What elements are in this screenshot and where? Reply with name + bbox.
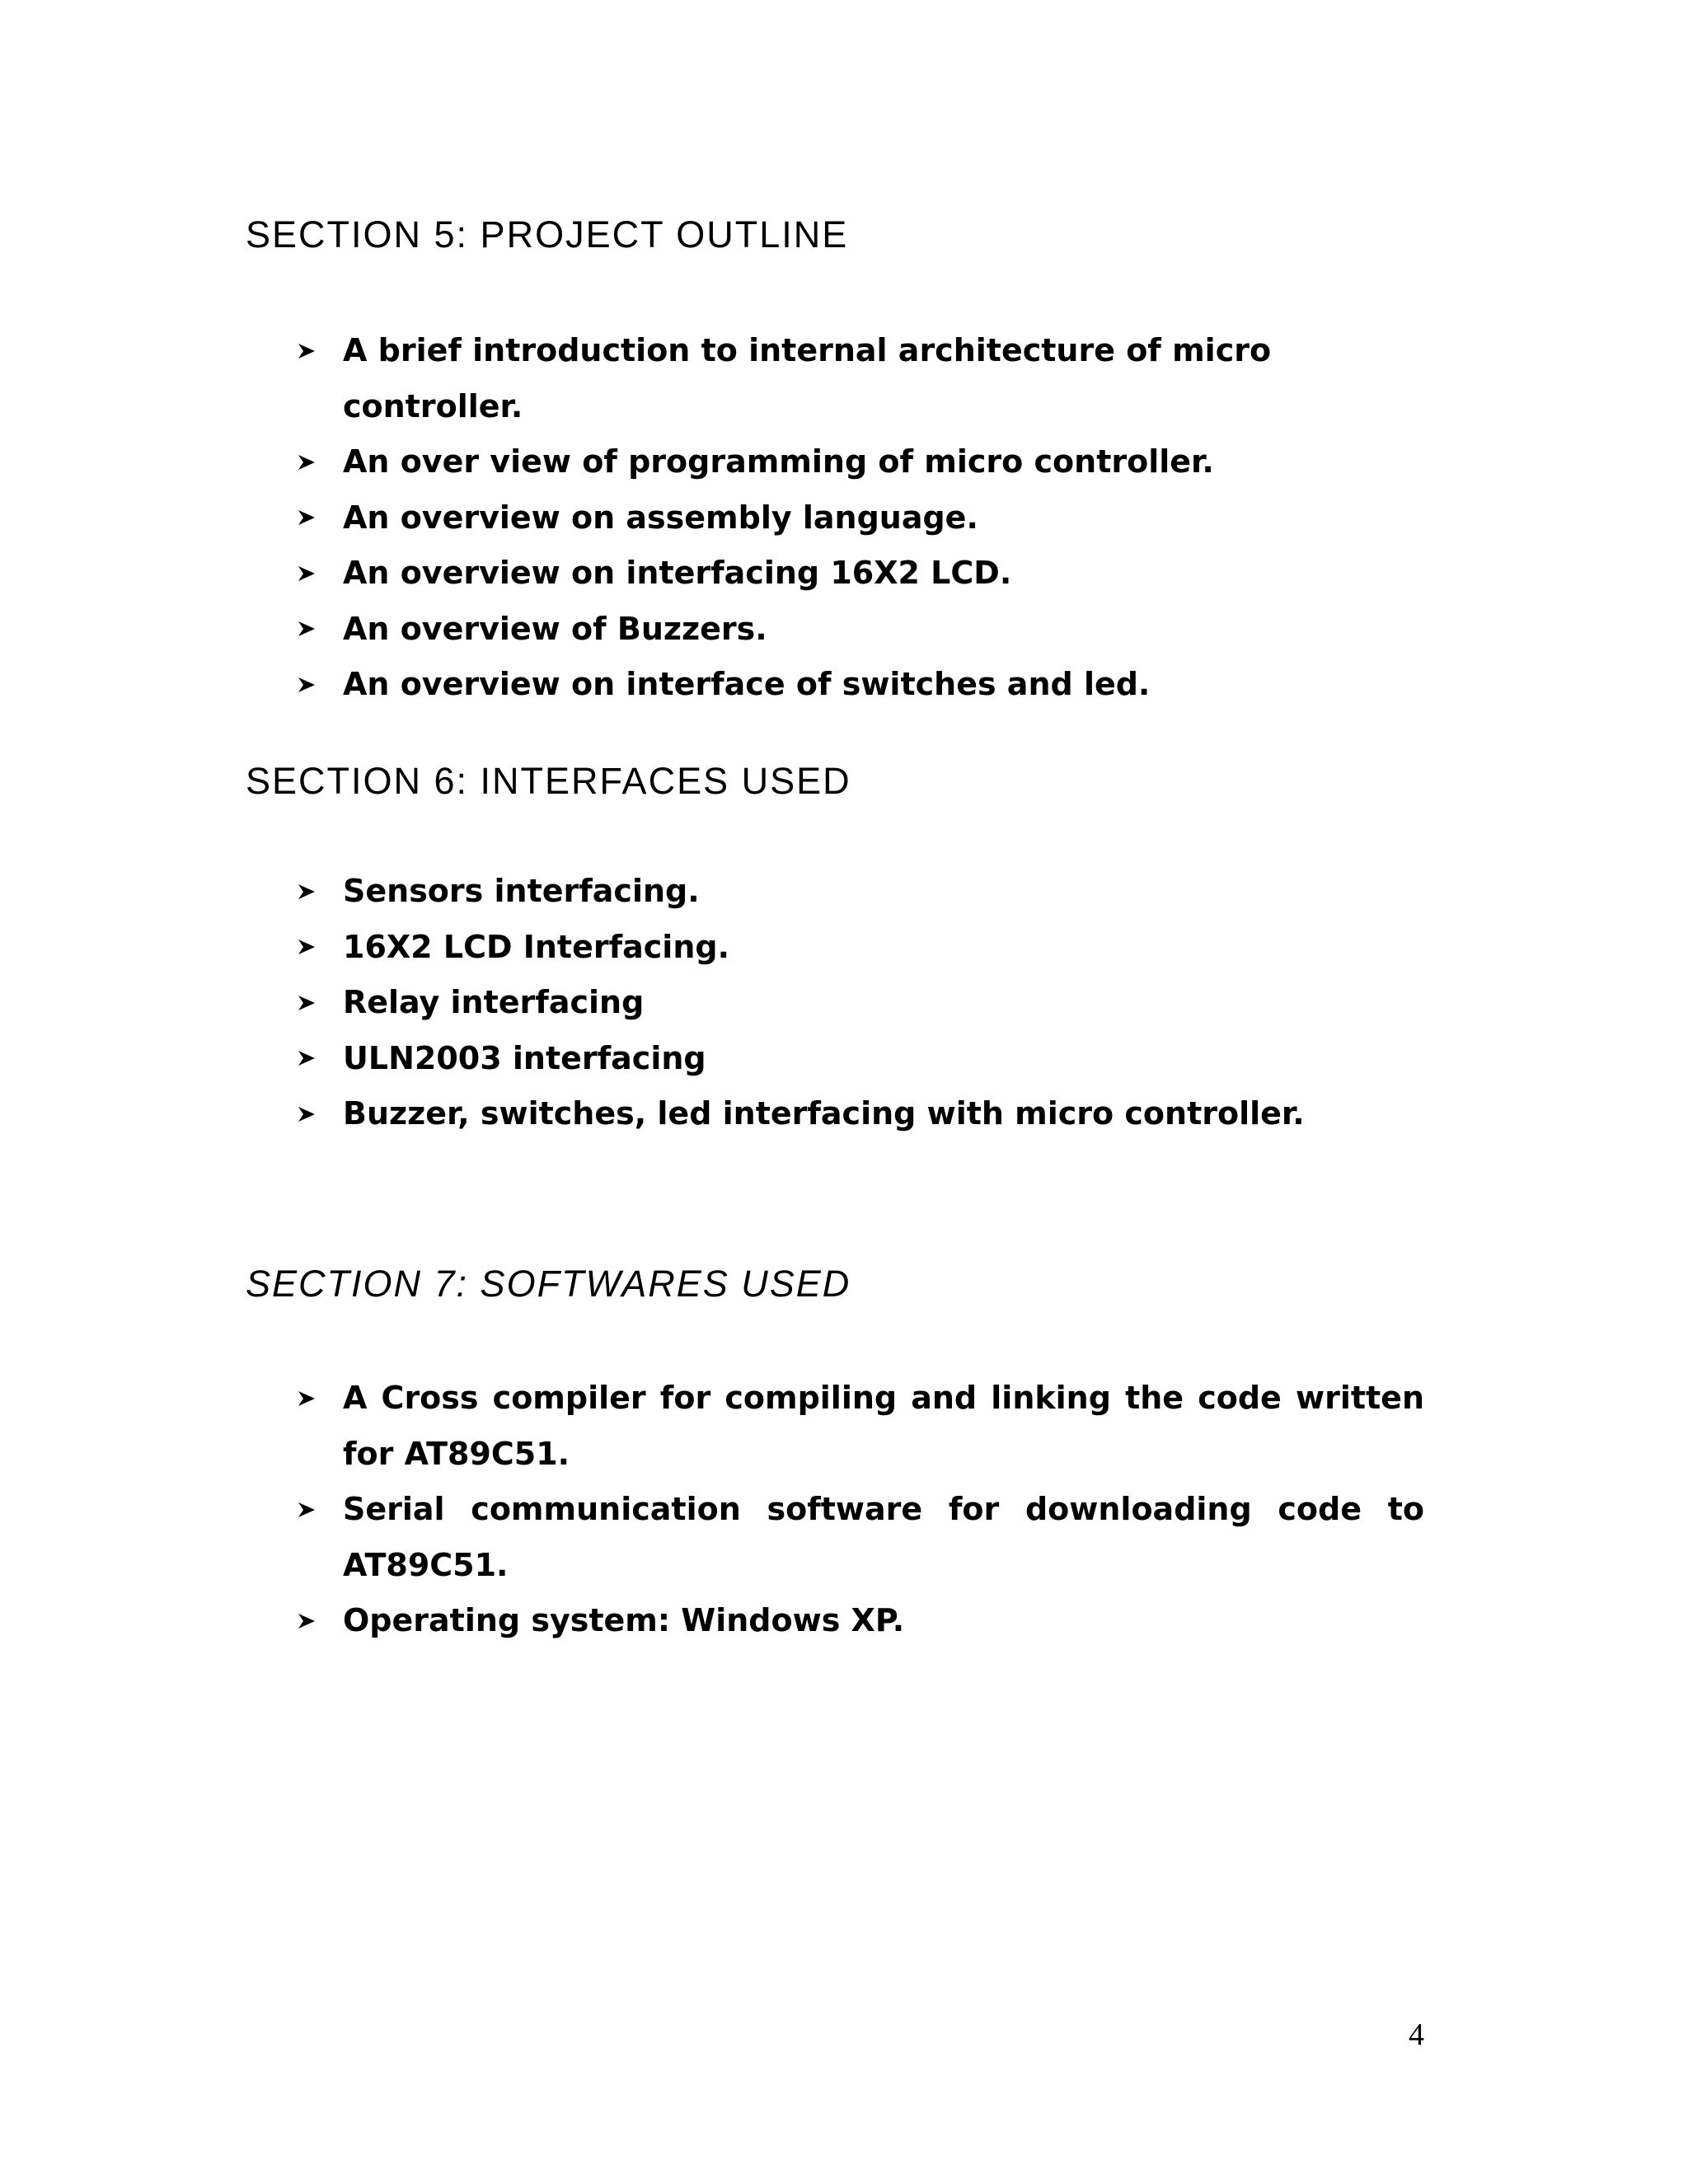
arrow-bullet-icon [297, 1593, 320, 1649]
arrow-bullet-icon [297, 1482, 320, 1538]
list-item [297, 1482, 1424, 1593]
list-item-text: Serial communication software for downloading code to AT89C51. [343, 1491, 1424, 1583]
list-item [297, 434, 1424, 490]
section-softwares-used [246, 1263, 1424, 1638]
arrow-bullet-icon [297, 657, 320, 713]
list-item [297, 920, 1424, 976]
list-item [297, 602, 1424, 658]
list-item-text: 16X2 LCD Interfacing. [343, 928, 730, 965]
page-number: 4 [1409, 2018, 1424, 2052]
bullet-list [297, 1371, 1424, 1649]
list-item-text: ULN2003 interfacing [343, 1039, 706, 1076]
list-item [297, 1086, 1424, 1142]
arrow-bullet-icon [297, 864, 320, 920]
arrow-bullet-icon [297, 490, 320, 546]
section-project-outline [246, 213, 1424, 702]
list-item [297, 864, 1424, 920]
list-item-text: A Cross compiler for compiling and linking the code written for AT89C51. [343, 1380, 1424, 1472]
arrow-bullet-icon [297, 323, 320, 379]
arrow-bullet-icon [297, 1086, 320, 1142]
section-interfaces-used [246, 760, 1424, 1132]
list-item-text: An overview on assembly language. [343, 499, 978, 536]
list-item [297, 1593, 1424, 1649]
list-item [297, 546, 1424, 602]
arrow-bullet-icon [297, 546, 320, 602]
arrow-bullet-icon [297, 975, 320, 1031]
arrow-bullet-icon [297, 602, 320, 658]
list-item-text: An over view of programming of micro controller. [343, 443, 1214, 480]
list-item-text: An overview on interfacing 16X2 LCD. [343, 555, 1012, 591]
arrow-bullet-icon [297, 1371, 320, 1427]
list-item-text: Sensors interfacing. [343, 873, 700, 909]
list-item-text: An overview of Buzzers. [343, 610, 767, 647]
list-item-text: Operating system: Windows XP. [343, 1602, 905, 1638]
list-item-text: A brief introduction to internal architecture of micro controller. [343, 332, 1272, 424]
list-item [297, 657, 1424, 713]
section-title: SECTION 5: PROJECT OUTLINE [246, 213, 849, 255]
list-item-text: An overview on interface of switches and led. [343, 666, 1151, 702]
section-title: SECTION 7: SOFTWARES USED [246, 1263, 851, 1305]
bullet-list [297, 323, 1424, 713]
arrow-bullet-icon [297, 434, 320, 490]
arrow-bullet-icon [297, 920, 320, 976]
section-title: SECTION 6: INTERFACES USED [246, 760, 851, 802]
arrow-bullet-icon [297, 1031, 320, 1087]
list-item [297, 1031, 1424, 1087]
list-item [297, 490, 1424, 546]
list-item [297, 1371, 1424, 1482]
bullet-list [297, 864, 1424, 1142]
list-item-text: Relay interfacing [343, 984, 645, 1020]
list-item [297, 975, 1424, 1031]
list-item [297, 323, 1424, 434]
list-item-text: Buzzer, switches, led interfacing with micro controller. [343, 1095, 1305, 1132]
